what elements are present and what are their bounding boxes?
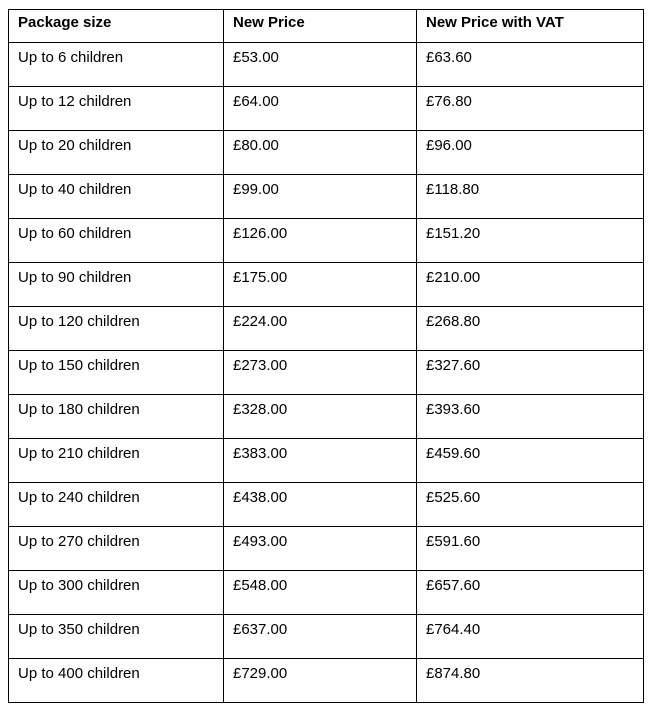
- package-size-cell: Up to 270 children: [9, 527, 224, 571]
- new-price-cell: £175.00: [224, 263, 417, 307]
- package-size-cell: Up to 240 children: [9, 483, 224, 527]
- package-size-cell: Up to 350 children: [9, 615, 224, 659]
- new-price-with-vat-cell: £393.60: [417, 395, 644, 439]
- new-price-cell: £64.00: [224, 87, 417, 131]
- pricing-table: [8, 9, 644, 703]
- package-size-cell: Up to 210 children: [9, 439, 224, 483]
- package-size-cell: Up to 400 children: [9, 659, 224, 703]
- table-row: [9, 615, 644, 659]
- new-price-cell: £126.00: [224, 219, 417, 263]
- header-new-price-with-vat: New Price with VAT: [417, 10, 644, 43]
- new-price-with-vat-cell: £525.60: [417, 483, 644, 527]
- new-price-cell: £729.00: [224, 659, 417, 703]
- new-price-with-vat-cell: £76.80: [417, 87, 644, 131]
- table-row: [9, 351, 644, 395]
- new-price-cell: £53.00: [224, 43, 417, 87]
- new-price-with-vat-cell: £118.80: [417, 175, 644, 219]
- new-price-with-vat-cell: £874.80: [417, 659, 644, 703]
- new-price-with-vat-cell: £151.20: [417, 219, 644, 263]
- new-price-cell: £328.00: [224, 395, 417, 439]
- new-price-cell: £80.00: [224, 131, 417, 175]
- new-price-with-vat-cell: £210.00: [417, 263, 644, 307]
- new-price-with-vat-cell: £657.60: [417, 571, 644, 615]
- new-price-cell: £99.00: [224, 175, 417, 219]
- new-price-with-vat-cell: £268.80: [417, 307, 644, 351]
- new-price-with-vat-cell: £96.00: [417, 131, 644, 175]
- table-row: [9, 571, 644, 615]
- new-price-cell: £637.00: [224, 615, 417, 659]
- table-header-row: [9, 10, 644, 43]
- new-price-cell: £224.00: [224, 307, 417, 351]
- package-size-cell: Up to 300 children: [9, 571, 224, 615]
- package-size-cell: Up to 180 children: [9, 395, 224, 439]
- new-price-with-vat-cell: £459.60: [417, 439, 644, 483]
- new-price-cell: £273.00: [224, 351, 417, 395]
- table-row: [9, 483, 644, 527]
- table-row: [9, 175, 644, 219]
- table-row: [9, 307, 644, 351]
- package-size-cell: Up to 12 children: [9, 87, 224, 131]
- package-size-cell: Up to 40 children: [9, 175, 224, 219]
- table-row: [9, 527, 644, 571]
- package-size-cell: Up to 120 children: [9, 307, 224, 351]
- table-row: [9, 395, 644, 439]
- header-new-price: New Price: [224, 10, 417, 43]
- table-row: [9, 219, 644, 263]
- new-price-cell: £548.00: [224, 571, 417, 615]
- table-body: [9, 43, 644, 703]
- package-size-cell: Up to 6 children: [9, 43, 224, 87]
- table-row: [9, 43, 644, 87]
- package-size-cell: Up to 150 children: [9, 351, 224, 395]
- new-price-with-vat-cell: £327.60: [417, 351, 644, 395]
- table-row: [9, 131, 644, 175]
- new-price-cell: £383.00: [224, 439, 417, 483]
- table-row: [9, 659, 644, 703]
- package-size-cell: Up to 20 children: [9, 131, 224, 175]
- new-price-with-vat-cell: £764.40: [417, 615, 644, 659]
- table-row: [9, 263, 644, 307]
- package-size-cell: Up to 90 children: [9, 263, 224, 307]
- package-size-cell: Up to 60 children: [9, 219, 224, 263]
- new-price-with-vat-cell: £63.60: [417, 43, 644, 87]
- header-package-size: Package size: [9, 10, 224, 43]
- new-price-cell: £493.00: [224, 527, 417, 571]
- new-price-cell: £438.00: [224, 483, 417, 527]
- table-row: [9, 87, 644, 131]
- new-price-with-vat-cell: £591.60: [417, 527, 644, 571]
- table-row: [9, 439, 644, 483]
